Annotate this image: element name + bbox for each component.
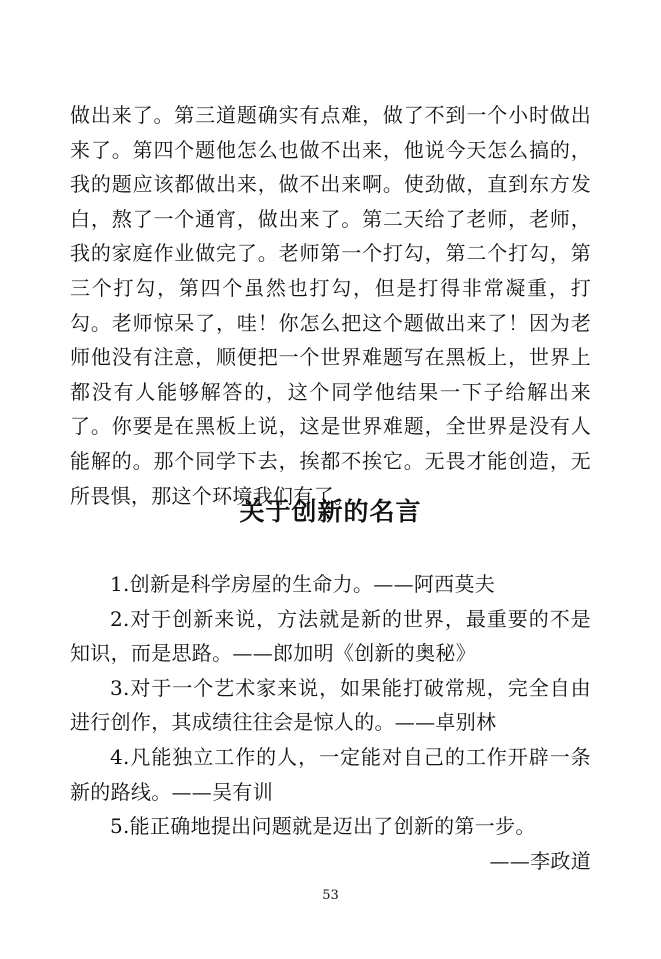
section-title: 关于创新的名言 [239, 497, 422, 526]
quote-item-1: 1.创新是科学房屋的生命力。——阿西莫夫 [110, 572, 496, 596]
quote-item-3: 3.对于一个艺术家来说，如果能打破常规，完全自由进行创作，其成绩往往会是惊人的。——卓别林 [70, 675, 591, 735]
body-paragraph: 做出来了。第三道题确实有点难，做了不到一个小时做出来了。第四个题他怎么也做不出来，他说今天怎么搞的，我的题应该都做出来，做不出来啊。使劲做，直到东方发白，熬了一个通宵，做出来了。第二天给了老师，老师，我的家庭作业做完了。老师第一个打勾，第二个打勾，第三个打勾，第四个虽然也打勾，但是打得非常凝重，打勾。老师惊呆了，哇！你怎么把这个题做出来了！因为老师他没有注意，顺便把一个世界难题写在黑板上，世界上都没有人能够解答的，这个同学他结果一下子给解出来了。你要是在黑板上说，这是世界难题，全世界是没有人能解的。那个同学下去，挨都不挨它。无畏才能创造，无所畏惧，那这个环境我们有了。 [70, 103, 591, 508]
quote-item-5: 5.能正确地提出问题就是迈出了创新的第一步。 [110, 814, 536, 839]
page-number: 53 [322, 888, 339, 903]
quote-attribution: ——李政道 [489, 848, 591, 873]
quote-list [70, 567, 591, 878]
quote-item-2: 2.对于创新来说，方法就是新的世界，最重要的不是知识，而是思路。——郎加明《创新的奥秘》 [70, 606, 591, 666]
quote-item-4: 4.凡能独立工作的人，一定能对自己的工作开辟一条新的路线。——吴有训 [70, 744, 591, 804]
